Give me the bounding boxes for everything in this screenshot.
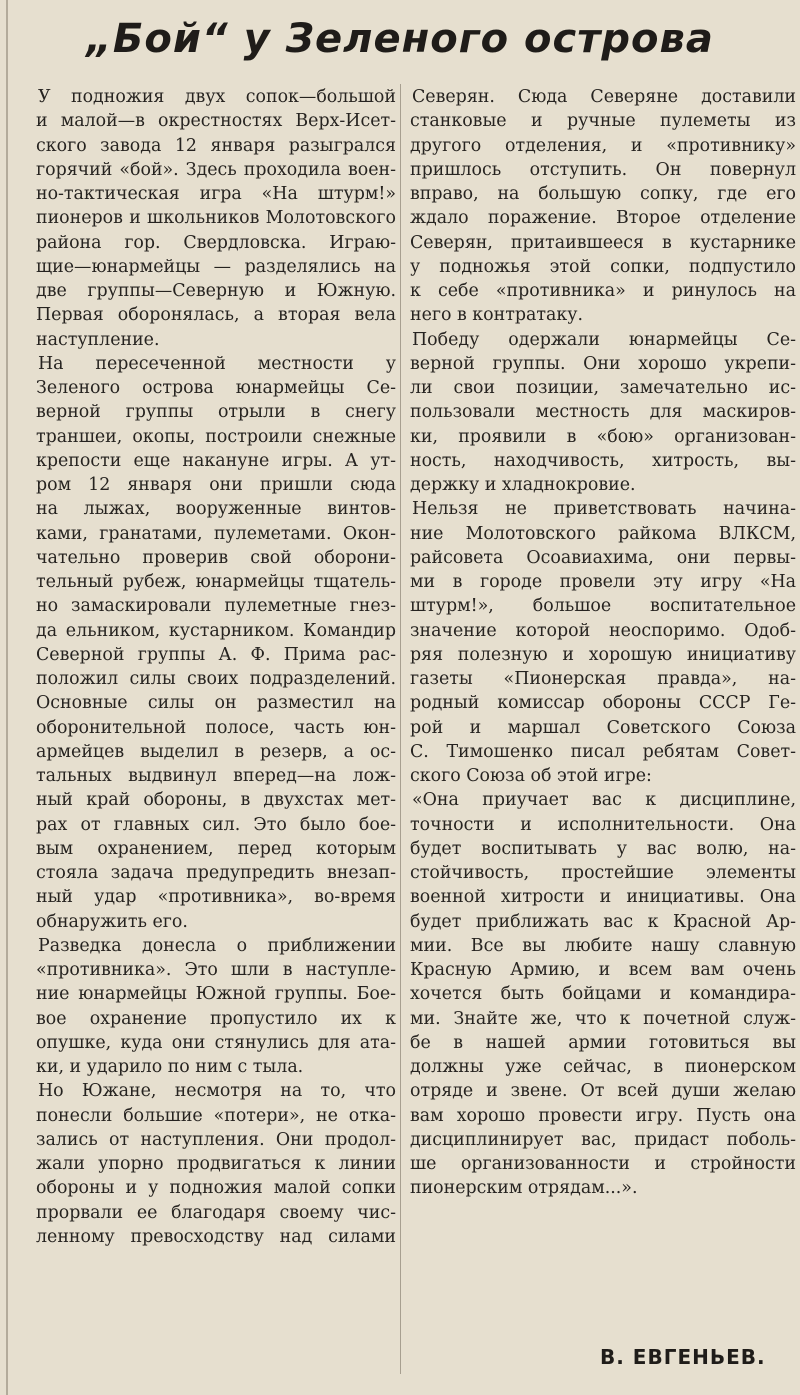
text-line: На пересеченной местности у: [38, 353, 396, 374]
text-line: бе в нашей армии готовиться вы: [410, 1032, 796, 1053]
text-line: С. Тимошенко писал ребятам Совет-: [410, 741, 796, 762]
text-line: хочется быть бойцами и командира-: [410, 984, 796, 1005]
text-line: зались от наступления. Они продол-: [36, 1129, 396, 1150]
text-line: щие—юнармейцы — разделялись на: [36, 256, 396, 277]
text-line: «Она приучает вас к дисциплине,: [412, 790, 796, 811]
text-line: Первая оборонялась, а вторая вела: [36, 305, 396, 326]
text-line: тельный рубеж, юнармейцы тщатель-: [36, 572, 396, 592]
text-line: ского завода 12 января разыгрался: [36, 135, 396, 156]
text-line: да ельником, кустарником. Командир: [36, 620, 396, 641]
text-line: опушке, куда они стянулись для ата-: [36, 1032, 396, 1053]
text-line: ки, и ударило по ним с тыла.: [36, 1057, 304, 1077]
text-line: на лыжах, вооруженные винтов-: [36, 499, 396, 520]
text-line: будет воспитывать у вас волю, на-: [410, 838, 796, 859]
column-divider: [400, 84, 401, 1374]
text-line: должны уже сейчас, в пионерском: [410, 1057, 796, 1077]
text-line: дисциплинирует вас, придаст поболь-: [410, 1129, 796, 1150]
article-column-right: [410, 85, 796, 1201]
text-line: пришлось отступить. Он повернул: [410, 159, 796, 180]
text-line: обнаружить его.: [36, 911, 188, 932]
text-line: но замаскировали пулеметные гнез-: [36, 596, 396, 617]
text-line: штурм!», большое воспитательное: [410, 596, 796, 617]
text-line: рой и маршал Советского Союза: [410, 717, 796, 738]
text-line: ми. Знайте же, что к почетной служ-: [410, 1008, 796, 1029]
text-line: жали упорно продвигаться к линии: [36, 1154, 396, 1174]
text-line: но-тактическая игра «На штурм!»: [36, 184, 396, 204]
text-line: У подножия двух сопок—большой: [38, 87, 396, 107]
text-line: вам хорошо провести игру. Пусть она: [410, 1105, 796, 1126]
text-line: у подножья этой сопки, подпустило: [410, 256, 796, 277]
author-signature: В. ЕВГЕНЬЕВ.: [600, 1345, 766, 1369]
text-line: ние Молотовского райкома ВЛКСМ,: [410, 523, 796, 544]
text-line: наступление.: [36, 329, 160, 350]
text-line: значение которой неоспоримо. Одоб-: [410, 620, 796, 641]
text-line: ние юнармейцы Южной группы. Бое-: [36, 984, 396, 1005]
text-line: ми в городе провели эту игру «На: [410, 572, 796, 592]
text-line: рах от главных сил. Это было бое-: [36, 814, 396, 835]
text-line: райсовета Осоавиахима, они первы-: [410, 547, 796, 568]
text-line: оборонительной полосе, часть юн-: [36, 717, 396, 738]
text-line: Северян, притаившееся в кустарнике: [410, 232, 796, 253]
text-line: ли свои позиции, замечательно ис-: [410, 378, 796, 398]
text-line: стойчивость, простейшие элементы: [410, 863, 796, 883]
text-line: верной группы отрыли в снегу: [36, 402, 396, 423]
text-line: отряде и звене. От всей души желаю: [410, 1081, 796, 1102]
text-line: Северной группы А. Ф. Прима рас-: [36, 644, 396, 665]
text-line: положил силы своих подразделений.: [36, 669, 396, 689]
text-line: ный край обороны, в двухстах мет-: [36, 790, 396, 811]
text-line: пионеров и школьников Молотовского: [36, 208, 396, 229]
text-line: Основные силы он разместил на: [36, 693, 396, 714]
text-line: чательно проверив свой оборони-: [36, 547, 396, 568]
page-edge-rule: [6, 0, 8, 1395]
text-line: держку и хладнокровие.: [410, 475, 636, 495]
text-line: Нельзя не приветствовать начина-: [412, 499, 796, 520]
text-line: стояла задача предупредить внезап-: [36, 863, 396, 883]
text-line: вым охранением, перед которым: [36, 838, 396, 859]
text-line: к себе «противника» и ринулось на: [410, 281, 796, 301]
text-line: и малой—в окрестностях Верх-Исет-: [36, 111, 396, 132]
text-line: ленному превосходству над силами: [36, 1226, 396, 1247]
text-line: ками, гранатами, пулеметами. Окон-: [36, 523, 396, 544]
text-line: ром 12 января они пришли сюда: [36, 475, 396, 495]
text-line: ряя полезную и хорошую инициативу: [410, 644, 796, 665]
text-line: него в контратаку.: [410, 305, 583, 326]
text-line: точности и исполнительности. Она: [410, 814, 796, 835]
text-line: Северян. Сюда Северяне доставили: [412, 87, 796, 107]
text-line: станковые и ручные пулеметы из: [410, 111, 796, 132]
text-line: две группы—Северную и Южную.: [36, 281, 396, 301]
text-line: ки, проявили в «бою» организован-: [410, 426, 796, 447]
text-line: горячий «бой». Здесь проходила воен-: [36, 159, 396, 180]
text-line: Разведка донесла о приближении: [38, 935, 396, 956]
article-column-left: [36, 85, 396, 1249]
text-line: мии. Все вы любите нашу славную: [410, 935, 796, 956]
text-line: ждало поражение. Второе отделение: [410, 208, 796, 229]
text-line: ность, находчивость, хитрость, вы-: [410, 450, 796, 471]
text-line: Победу одержали юнармейцы Се-: [412, 329, 796, 350]
text-line: района гор. Свердловска. Играю-: [36, 232, 396, 253]
text-line: пользовали местность для маскиров-: [410, 402, 796, 423]
text-line: понесли большие «потери», не отка-: [36, 1105, 396, 1126]
text-line: обороны и у подножия малой сопки: [36, 1178, 396, 1199]
text-line: Зеленого острова юнармейцы Се-: [36, 378, 396, 398]
text-line: вое охранение пропустило их к: [36, 1008, 396, 1029]
text-line: вправо, на большую сопку, где его: [410, 184, 796, 204]
text-line: траншеи, окопы, построили снежные: [36, 426, 396, 447]
text-line: армейцев выделил в резерв, а ос-: [36, 741, 396, 762]
text-line: Красную Армию, и всем вам очень: [410, 960, 796, 980]
text-line: ского Союза об этой игре:: [410, 766, 652, 786]
text-line: пионерским отрядам...».: [410, 1178, 638, 1199]
text-line: газеты «Пионерская правда», на-: [410, 669, 796, 689]
text-line: прорвали ее благодаря своему чис-: [36, 1202, 396, 1223]
text-line: верной группы. Они хорошо укрепи-: [410, 353, 796, 374]
text-line: другого отделения, и «противнику»: [410, 135, 796, 156]
text-line: военной хитрости и инициативы. Она: [410, 887, 796, 908]
text-line: тальных выдвинул вперед—на лож-: [36, 766, 396, 786]
text-line: крепости еще накануне игры. А ут-: [36, 450, 396, 471]
text-line: будет приближать вас к Красной Ар-: [410, 911, 796, 932]
text-line: Но Южане, несмотря на то, что: [38, 1081, 396, 1102]
text-line: родный комиссар обороны СССР Ге-: [410, 693, 796, 714]
article-title: „Бой“ у Зеленого острова: [86, 16, 714, 62]
text-line: ный удар «противника», во-время: [36, 887, 396, 908]
text-line: ше организованности и стройности: [410, 1154, 796, 1174]
text-line: «противника». Это шли в наступле-: [36, 960, 396, 980]
